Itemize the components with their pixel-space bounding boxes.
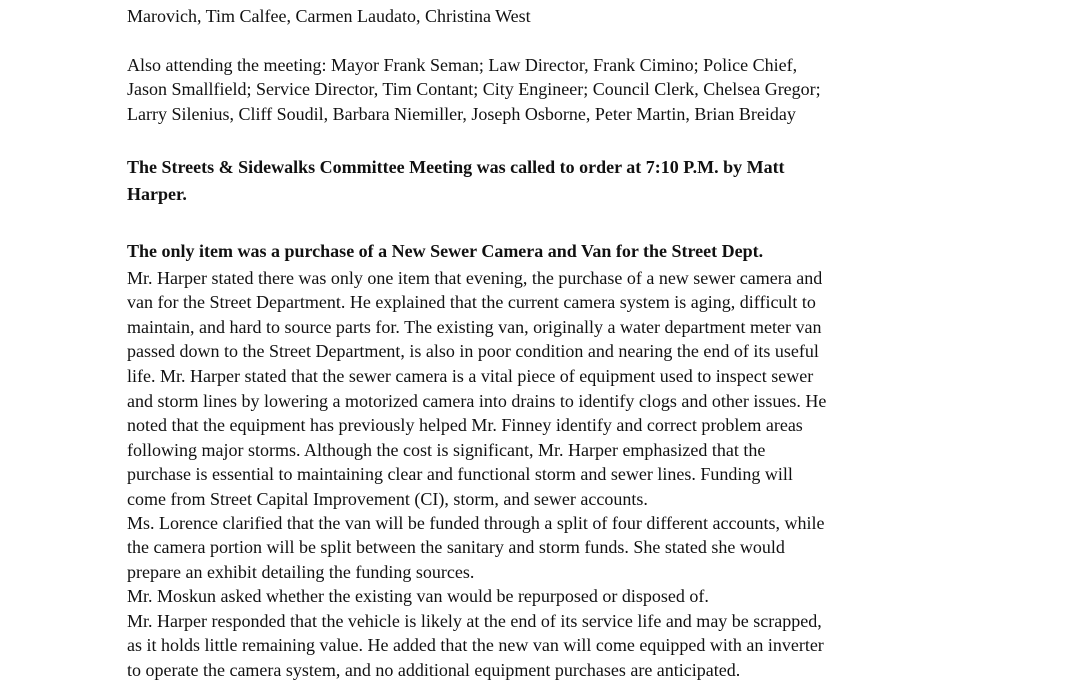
body-line: passed down to the Street Department, is also in poor condition and nearing the end of its useful bbox=[127, 341, 819, 361]
body-line: Ms. Lorence clarified that the van will be funded through a split of four different accounts, while bbox=[127, 513, 825, 533]
body-line: maintain, and hard to source parts for. The existing van, originally a water department meter van bbox=[127, 317, 822, 337]
body-line: noted that the equipment has previously helped Mr. Finney identify and correct problem areas bbox=[127, 415, 803, 435]
body-line: and storm lines by lowering a motorized camera into drains to identify clogs and other issues. He bbox=[127, 391, 827, 411]
bold-line: The Streets & Sidewalks Committee Meeting was called to order at 7:10 P.M. by Matt bbox=[127, 157, 785, 177]
item-heading: The only item was a purchase of a New Sewer Camera and Van for the Street Dept. bbox=[127, 241, 764, 261]
attendees-line: Marovich, Tim Calfee, Carmen Laudato, Christina West bbox=[127, 6, 531, 26]
paragraph-line: Also attending the meeting: Mayor Frank Seman; Law Director, Frank Cimino; Police Chief, bbox=[127, 55, 798, 75]
body-line: Mr. Harper stated there was only one item that evening, the purchase of a new sewer camera and bbox=[127, 268, 823, 288]
body-line: van for the Street Department. He explained that the current camera system is aging, difficult to bbox=[127, 292, 816, 312]
body-line: as it holds little remaining value. He added that the new van will come equipped with an inverter bbox=[127, 635, 824, 655]
body-line: following major storms. Although the cost is significant, Mr. Harper emphasized that the bbox=[127, 440, 766, 460]
body-line: Mr. Moskun asked whether the existing van would be repurposed or disposed of. bbox=[127, 586, 709, 606]
body-line: purchase is essential to maintaining clear and functional storm and sewer lines. Funding will bbox=[127, 464, 793, 484]
body-line: prepare an exhibit detailing the funding sources. bbox=[127, 562, 475, 582]
body-line: the camera portion will be split between the sanitary and storm funds. She stated she would bbox=[127, 537, 785, 557]
body-line: to operate the camera system, and no additional equipment purchases are anticipated. bbox=[127, 660, 741, 680]
paragraph-line: Larry Silenius, Cliff Soudil, Barbara Niemiller, Joseph Osborne, Peter Martin, Brian Breiday bbox=[127, 104, 796, 124]
body-line: Mr. Harper responded that the vehicle is likely at the end of its service life and may be scrapped, bbox=[127, 611, 822, 631]
body-line: life. Mr. Harper stated that the sewer camera is a vital piece of equipment used to inspect sewer bbox=[127, 366, 814, 386]
paragraph-line: Jason Smallfield; Service Director, Tim Contant; City Engineer; Council Clerk, Chelsea Gregor; bbox=[127, 79, 821, 99]
document-page bbox=[127, 0, 957, 680]
body-line: come from Street Capital Improvement (CI), storm, and sewer accounts. bbox=[127, 489, 648, 509]
bold-line: Harper. bbox=[127, 184, 187, 204]
